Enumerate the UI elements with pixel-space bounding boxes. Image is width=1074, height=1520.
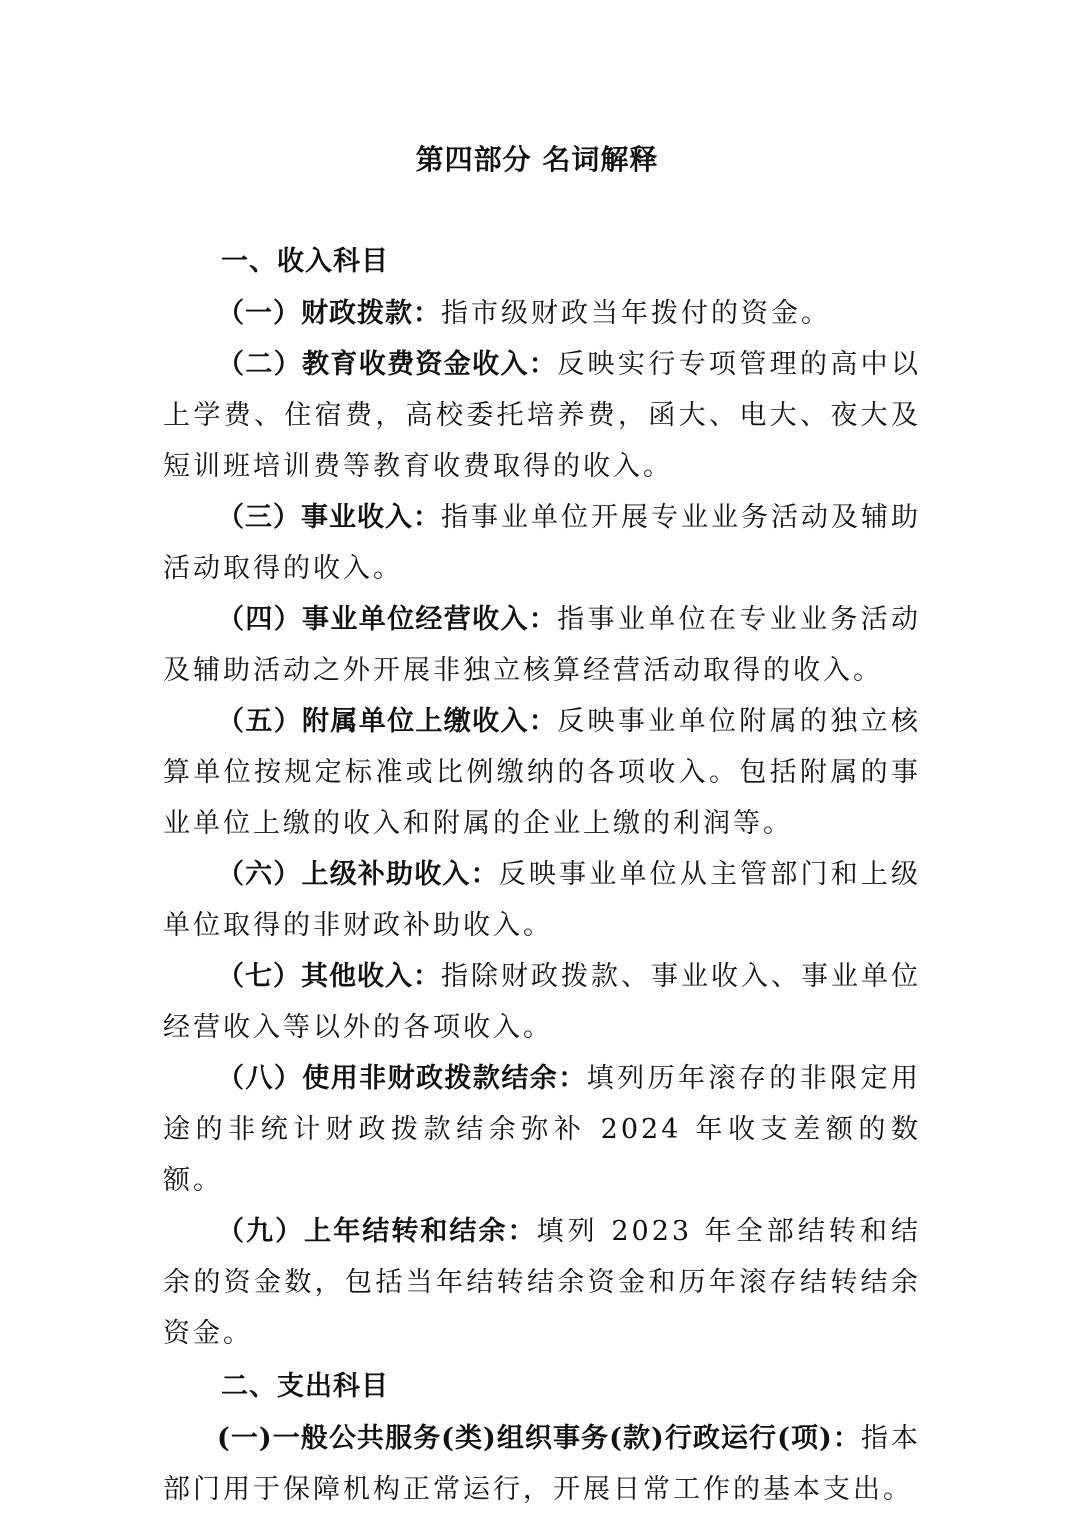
definition-item [163,1053,921,1206]
definition-term: （一）财政拨款： [217,298,441,329]
definition-item [163,1206,921,1359]
definition-text: 指除财政拨款、事业收入、事业单位经营收入等以外的各项收入。 [163,961,921,1043]
definition-term: （八）使用非财政拨款结余： [217,1063,587,1094]
definition-item [163,492,921,594]
document-body [163,236,921,1515]
definition-term: （九）上年结转和结余： [217,1216,537,1247]
definition-text: 指事业单位在专业业务活动及辅助活动之外开展非独立核算经营活动取得的收入。 [163,604,922,686]
definition-term: （四）事业单位经营收入： [217,604,558,635]
definition-item [163,288,921,339]
definition-item [163,594,921,696]
definition-item [163,696,921,849]
definition-item [163,339,921,492]
definition-text: 指本部门用于保障机构正常运行，开展日常工作的基本支出。 [163,1423,922,1505]
definition-term: （六）上级补助收入： [217,859,499,890]
section-heading-income: 一、收入科目 [221,246,389,277]
definition-text: 填列历年滚存的非限定用途的非统计财政拨款结余弥补 2024 年收支差额的数额。 [163,1063,922,1196]
definition-term: （三）事业收入： [217,502,441,533]
page-title: 第四部分 名词解释 [415,143,659,176]
definition-text: 反映事业单位从主管部门和上级单位取得的非财政补助收入。 [163,859,922,941]
definition-text: 填列 2023 年全部结转和结余的资金数，包括当年结转结余资金和历年滚存结转结余资金。 [163,1216,921,1349]
definition-term: (一)一般公共服务(类)组织事务(款)行政运行(项)： [217,1423,861,1454]
section-heading-expenditure: 二、支出科目 [221,1371,389,1402]
definition-text: 反映事业单位附属的独立核算单位按规定标准或比例缴纳的各项收入。包括附属的事业单位上缴的收入和附属的企业上缴的利润等。 [163,706,922,839]
definition-item [163,951,921,1053]
definition-text: 指事业单位开展专业业务活动及辅助活动取得的收入。 [163,502,921,584]
definition-text: 反映实行专项管理的高中以上学费、住宿费，高校委托培养费，函大、电大、夜大及短训班培训费等教育收费取得的收入。 [163,349,922,482]
definition-item [163,1413,921,1515]
definition-term: （二）教育收费资金收入： [217,349,558,380]
definition-item [163,849,921,951]
definition-term: （七）其他收入： [217,961,441,992]
definition-text: 指市级财政当年拨付的资金。 [441,298,831,329]
definition-term: （五）附属单位上缴收入： [217,706,558,737]
